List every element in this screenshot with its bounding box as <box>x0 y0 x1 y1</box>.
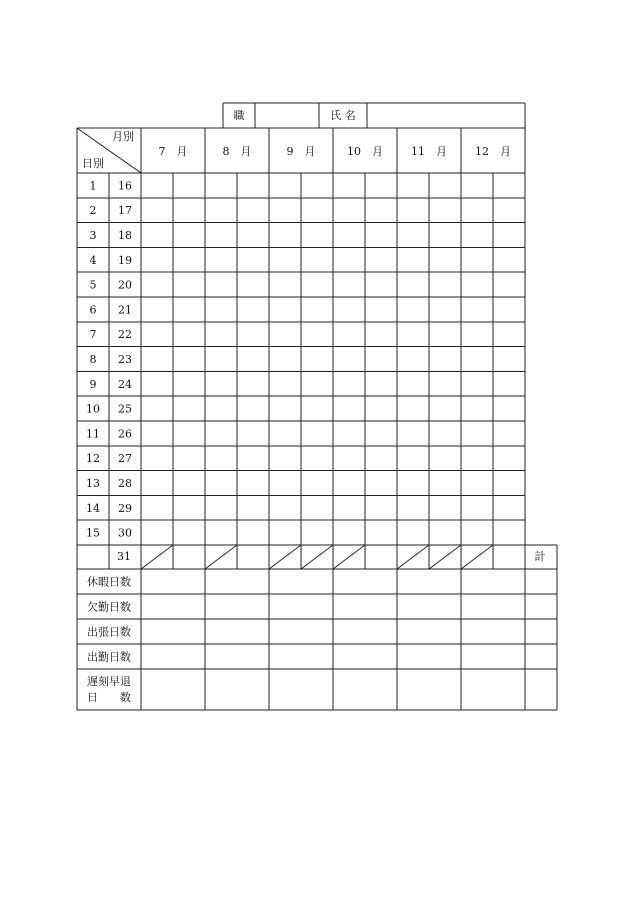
day-label: 24 <box>118 377 132 391</box>
month-heading-8: 8 月 <box>222 145 252 158</box>
day-label: 4 <box>89 253 97 267</box>
day-label: 19 <box>118 253 132 267</box>
day-label: 5 <box>89 278 97 292</box>
day-label: 16 <box>118 179 132 193</box>
day-31-cross-marks <box>141 545 493 569</box>
day-31-label: 31 <box>117 550 131 563</box>
day-label: 9 <box>89 377 97 391</box>
summary-label: 出勤日数 <box>87 650 131 664</box>
day-label: 22 <box>118 328 132 342</box>
grid-lines <box>77 103 557 710</box>
day-label: 7 <box>89 328 97 342</box>
day-label: 6 <box>89 303 97 317</box>
day-label: 8 <box>89 353 97 366</box>
day-label: 2 <box>89 204 97 218</box>
job-label: 職 <box>233 109 245 122</box>
day-31-cross-mark <box>269 545 301 569</box>
day-label: 29 <box>118 501 132 515</box>
total-label: 計 <box>534 550 546 563</box>
month-heading-11: 11 月 <box>411 145 447 158</box>
day-label: 15 <box>86 526 100 540</box>
summary-label: 遅刻早退 <box>87 675 131 688</box>
day-31-cross-mark <box>205 545 237 569</box>
day-label: 28 <box>118 477 132 490</box>
day-label: 3 <box>89 229 97 242</box>
summary-label: 出張日数 <box>87 625 131 639</box>
day-31-cross-mark <box>333 545 365 569</box>
day-label: 20 <box>118 278 132 292</box>
corner-month-label: 月別 <box>112 130 134 143</box>
day-label: 21 <box>118 303 132 317</box>
month-heading-10: 10 月 <box>347 145 383 158</box>
day-label: 18 <box>118 229 132 242</box>
summary-label: 日 数 <box>87 691 131 704</box>
day-label: 27 <box>118 452 132 466</box>
summary-label: 欠勤日数 <box>87 600 131 614</box>
month-heading-9: 9 月 <box>286 145 316 158</box>
day-label: 23 <box>118 353 132 366</box>
day-label: 26 <box>118 427 132 441</box>
day-label: 1 <box>89 179 97 193</box>
corner-day-label: 日別 <box>82 157 104 170</box>
day-31-cross-mark <box>397 545 429 569</box>
day-31-cross-mark <box>429 545 461 569</box>
day-label: 14 <box>86 501 100 515</box>
day-31-cross-mark <box>461 545 493 569</box>
day-label: 17 <box>118 204 132 218</box>
day-label: 10 <box>86 402 100 416</box>
day-31-cross-mark <box>141 545 173 569</box>
month-heading-12: 12 月 <box>475 145 511 158</box>
name-label: 氏 名 <box>330 109 356 122</box>
day-label: 12 <box>86 452 100 466</box>
day-label: 13 <box>86 477 100 490</box>
summary-label: 休暇日数 <box>87 575 131 589</box>
day-label: 25 <box>118 402 132 416</box>
month-heading-7: 7 月 <box>158 145 188 158</box>
day-31-cross-mark <box>301 545 333 569</box>
day-label: 30 <box>118 526 132 540</box>
day-label: 11 <box>86 427 100 441</box>
